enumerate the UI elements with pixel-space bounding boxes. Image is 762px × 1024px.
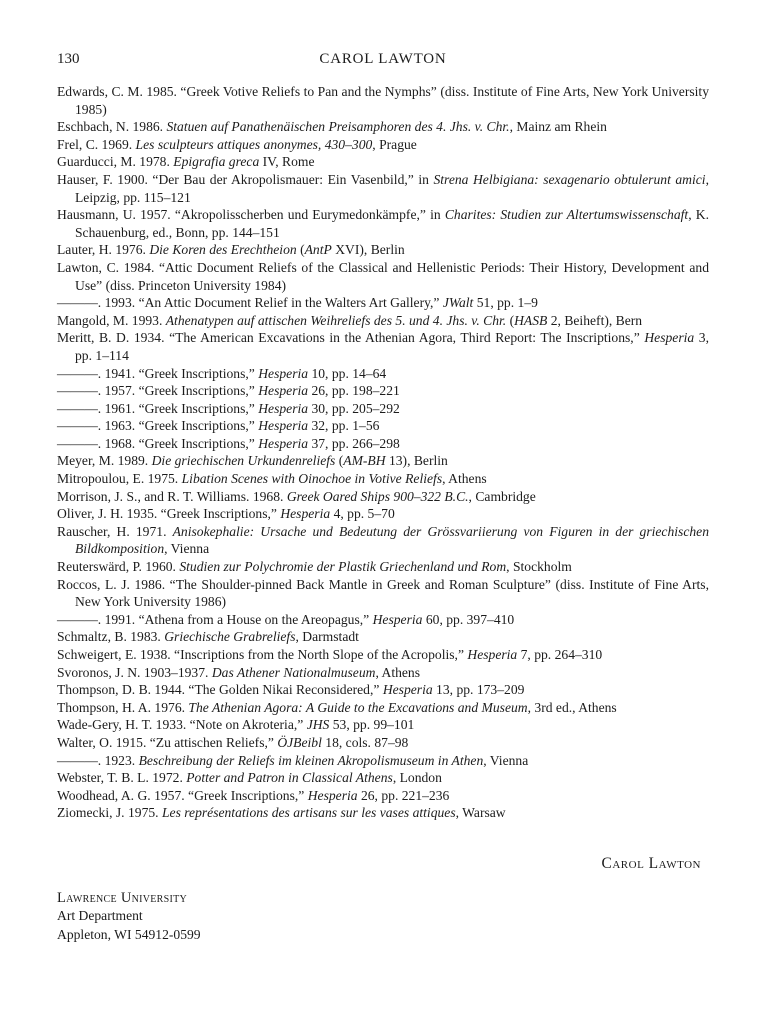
entry-text: Webster, T. B. L. 1972.	[57, 770, 187, 786]
entry-text: 26, pp. 221–236	[357, 787, 450, 803]
entry-text: ———. 1993. “An Attic Document Relief in the Walters Art Gallery,”	[57, 295, 443, 311]
entry-text: Svoronos, J. N. 1903–1937.	[57, 664, 212, 680]
entry-text: Lawton, C. 1984. “Attic Document Reliefs of the Classical and Hellenistic Periods: Their History, Development and Use” (diss. Princeton University 1984)	[57, 259, 709, 293]
bibliography-list	[57, 83, 709, 822]
entry-text: ———. 1963. “Greek Inscriptions,”	[57, 418, 259, 434]
entry-italic-title: Studien zur Polychromie der Plastik Griechenland und Rom	[179, 559, 507, 575]
entry-text: , Leipzig, pp. 115–121	[75, 171, 709, 205]
entry-text: Reuterswärd, P. 1960.	[57, 559, 180, 575]
bibliography-entry	[57, 171, 709, 206]
bibliography-entry	[57, 452, 709, 470]
entry-text: (	[506, 312, 515, 328]
entry-text: Hauser, F. 1900. “Der Bau der Akropolismauer: Ein Vasenbild,” in	[57, 171, 434, 187]
entry-text: Eschbach, N. 1986.	[57, 119, 167, 135]
entry-text: IV, Rome	[259, 154, 315, 170]
entry-italic-title: Les représentations des artisans sur les vases attiques	[161, 805, 456, 821]
bibliography-entry	[57, 523, 709, 558]
bibliography-entry	[57, 329, 709, 364]
entry-italic-title: Hesperia	[382, 682, 433, 698]
entry-text: Oliver, J. H. 1935. “Greek Inscriptions,”	[57, 506, 281, 522]
entry-text: Schmaltz, B. 1983.	[57, 629, 165, 645]
entry-text: 32, pp. 1–56	[308, 418, 380, 434]
bibliography-entry	[57, 716, 709, 734]
entry-text: Mitropoulou, E. 1975.	[57, 471, 182, 487]
entry-text: Lauter, H. 1976.	[57, 242, 150, 258]
entry-text: 37, pp. 266–298	[308, 435, 400, 451]
entry-text: , Cambridge	[468, 488, 536, 504]
bibliography-entry	[57, 83, 709, 118]
entry-text: , Vienna	[483, 752, 529, 768]
entry-text: ———. 1991. “Athena from a House on the Areopagus,”	[57, 611, 373, 627]
affiliation-address: Appleton, WI 54912-0599	[57, 926, 201, 942]
entry-italic-title: Das Athener Nationalmuseum	[211, 664, 376, 680]
entry-italic-title: Hesperia	[372, 611, 423, 627]
entry-text: ———. 1941. “Greek Inscriptions,”	[57, 365, 259, 381]
entry-text: Hausmann, U. 1957. “Akropolisscherben und Eurymedonkämpfe,” in	[57, 207, 445, 223]
bibliography-entry	[57, 153, 709, 171]
entry-text: , London	[392, 770, 442, 786]
bibliography-entry	[57, 576, 709, 611]
entry-italic-title: The Athenian Agora: A Guide to the Excavations and Museum	[188, 699, 528, 715]
entry-italic-title: AntP	[304, 242, 332, 258]
entry-text: Woodhead, A. G. 1957. “Greek Inscriptions,”	[57, 787, 308, 803]
bibliography-entry	[57, 752, 709, 770]
entry-italic-title: Die Koren des Erechtheion	[149, 242, 297, 258]
entry-italic-title: Potter and Patron in Classical Athens	[186, 770, 393, 786]
bibliography-entry	[57, 611, 709, 629]
bibliography-entry	[57, 400, 709, 418]
entry-text: (	[335, 453, 344, 469]
entry-italic-title: Hesperia	[644, 330, 695, 346]
entry-text: Mangold, M. 1993.	[57, 312, 166, 328]
affiliation-department: Art Department	[57, 908, 143, 924]
entry-italic-title: Statuen auf Panathenäischen Preisamphoren des 4. Jhs. v. Chr.	[166, 119, 510, 135]
entry-italic-title: HASB	[514, 312, 548, 328]
affiliation-institution: Lawrence University	[57, 889, 188, 906]
entry-italic-title: Die griechischen Urkundenreliefs	[151, 453, 336, 469]
bibliography-entry	[57, 365, 709, 383]
bibliography-entry	[57, 206, 709, 241]
entry-italic-title: Hesperia	[307, 787, 358, 803]
bibliography-entry	[57, 664, 709, 682]
bibliography-entry	[57, 787, 709, 805]
entry-text: 7, pp. 264–310	[517, 647, 603, 662]
entry-text: Edwards, C. M. 1985. “Greek Votive Reliefs to Pan and the Nymphs” (diss. Institute of Fine Arts, New York University 1985)	[57, 84, 709, 117]
entry-text: Frel, C. 1969.	[57, 136, 136, 152]
entry-text: , Prague	[372, 136, 417, 152]
entry-italic-title: Anisokephalie: Ursache und Bedeutung der Grössvariierung von Figuren in der griechischen Bildkomposition	[75, 523, 709, 557]
page-header	[57, 50, 709, 68]
entry-text: Walter, O. 1915. “Zu attischen Reliefs,”	[57, 734, 278, 750]
bibliography-entry	[57, 558, 709, 576]
entry-text: 26, pp. 198–221	[308, 383, 400, 399]
entry-text: 51, pp. 1–9	[473, 295, 538, 311]
entry-text: ———. 1968. “Greek Inscriptions,”	[57, 435, 259, 451]
bibliography-entry	[57, 382, 709, 400]
entry-text: , Athens	[375, 664, 421, 680]
entry-text: Guarducci, M. 1978.	[57, 154, 174, 170]
entry-italic-title: JHS	[306, 717, 330, 733]
entry-text: 2, Beiheft), Bern	[547, 312, 643, 328]
entry-italic-title: Hesperia	[467, 647, 518, 662]
bibliography-entry	[57, 681, 709, 699]
entry-text: Rauscher, H. 1971.	[57, 523, 173, 539]
bibliography-entry	[57, 118, 709, 136]
entry-text: ———. 1923.	[57, 752, 139, 768]
page-number: 130	[57, 51, 80, 67]
entry-text: , Mainz am Rhein	[509, 119, 607, 135]
entry-italic-title: Beschreibung der Reliefs im kleinen Akropolismuseum in Athen	[138, 752, 484, 768]
bibliography-entry	[57, 804, 709, 822]
entry-text: 10, pp. 14–64	[308, 365, 387, 381]
bibliography-entry	[57, 417, 709, 435]
entry-text: Meritt, B. D. 1934. “The American Excavations in the Athenian Agora, Third Report: The Inscriptions,”	[57, 330, 645, 346]
entry-italic-title: Les sculpteurs attiques anonymes, 430–300	[135, 136, 373, 152]
entry-text: 53, pp. 99–101	[329, 717, 415, 733]
entry-text: XVI), Berlin	[331, 242, 405, 258]
bibliography-entry	[57, 259, 709, 294]
entry-text: 60, pp. 397–410	[422, 611, 515, 627]
running-title: CAROL LAWTON	[319, 51, 447, 67]
author-signature: Carol Lawton	[601, 854, 701, 872]
entry-text: , K. Schauenburg, ed., Bonn, pp. 144–151	[75, 207, 710, 240]
entry-text: , Stockholm	[506, 559, 572, 575]
entry-italic-title: Greek Oared Ships 900–322 B.C.	[286, 488, 469, 504]
entry-italic-title: ÖJBeibl	[277, 734, 322, 750]
entry-text: Wade-Gery, H. T. 1933. “Note on Akroteria,”	[57, 717, 307, 733]
entry-text: Meyer, M. 1989.	[57, 453, 152, 469]
entry-italic-title: AM-BH	[343, 453, 386, 469]
entry-text: 30, pp. 205–292	[308, 400, 400, 416]
bibliography-entry	[57, 628, 709, 646]
entry-italic-title: JWalt	[442, 295, 474, 311]
bibliography-entry	[57, 646, 709, 664]
entry-text: 13), Berlin	[385, 453, 448, 469]
entry-italic-title: Epigrafia greca	[173, 154, 260, 170]
entry-italic-title: Strena Helbigiana: sexagenario obtulerunt amici	[433, 171, 706, 187]
entry-italic-title: Athenatypen auf attischen Weihreliefs des 5. und 4. Jhs. v. Chr.	[165, 312, 507, 328]
entry-text: , Warsaw	[455, 805, 506, 821]
entry-text: , Athens	[442, 471, 487, 487]
entry-text: ———. 1961. “Greek Inscriptions,”	[57, 400, 259, 416]
entry-italic-title: Hesperia	[280, 506, 331, 522]
entry-italic-title: Charites: Studien zur Altertumswissenschaft	[444, 207, 689, 223]
bibliography-entry	[57, 488, 709, 506]
entry-text: Roccos, L. J. 1986. “The Shoulder-pinned Back Mantle in Greek and Roman Sculpture” (diss. Institute of Fine Arts, New York University 1986)	[57, 576, 709, 610]
bibliography-entry	[57, 769, 709, 787]
signature-block	[57, 854, 709, 945]
bibliography-entry	[57, 241, 709, 259]
bibliography-entry	[57, 699, 709, 717]
entry-text: 3, pp. 1–114	[75, 330, 709, 363]
entry-text: , Darmstadt	[295, 629, 359, 645]
entry-text: ———. 1957. “Greek Inscriptions,”	[57, 383, 259, 399]
entry-text: Schweigert, E. 1938. “Inscriptions from the North Slope of the Acropolis,”	[57, 647, 468, 662]
entry-italic-title: Hesperia	[258, 435, 309, 451]
bibliography-entry	[57, 312, 709, 330]
bibliography-entry	[57, 734, 709, 752]
bibliography-entry	[57, 136, 709, 154]
author-affiliation	[57, 889, 709, 945]
entry-italic-title: Libation Scenes with Oinochoe in Votive Reliefs	[181, 471, 443, 487]
bibliography-entry	[57, 505, 709, 523]
bibliography-entry	[57, 294, 709, 312]
entry-italic-title: Griechische Grabreliefs	[164, 629, 296, 645]
bibliography-entry	[57, 435, 709, 453]
entry-text: (	[296, 242, 305, 258]
entry-text: 13, pp. 173–209	[432, 682, 525, 698]
entry-text: Ziomecki, J. 1975.	[57, 805, 162, 821]
entry-text: , Vienna	[164, 541, 210, 557]
entry-italic-title: Hesperia	[258, 400, 309, 416]
entry-text: 4, pp. 5–70	[330, 506, 395, 522]
entry-text: Morrison, J. S., and R. T. Williams. 1968.	[57, 488, 287, 504]
entry-text: 18, cols. 87–98	[321, 734, 409, 750]
entry-text: Thompson, D. B. 1944. “The Golden Nikai Reconsidered,”	[57, 682, 383, 698]
entry-italic-title: Hesperia	[258, 418, 309, 434]
bibliography-entry	[57, 470, 709, 488]
entry-text: , 3rd ed., Athens	[527, 699, 617, 715]
entry-text: Thompson, H. A. 1976.	[57, 699, 189, 715]
entry-italic-title: Hesperia	[258, 383, 309, 399]
entry-italic-title: Hesperia	[258, 365, 309, 381]
